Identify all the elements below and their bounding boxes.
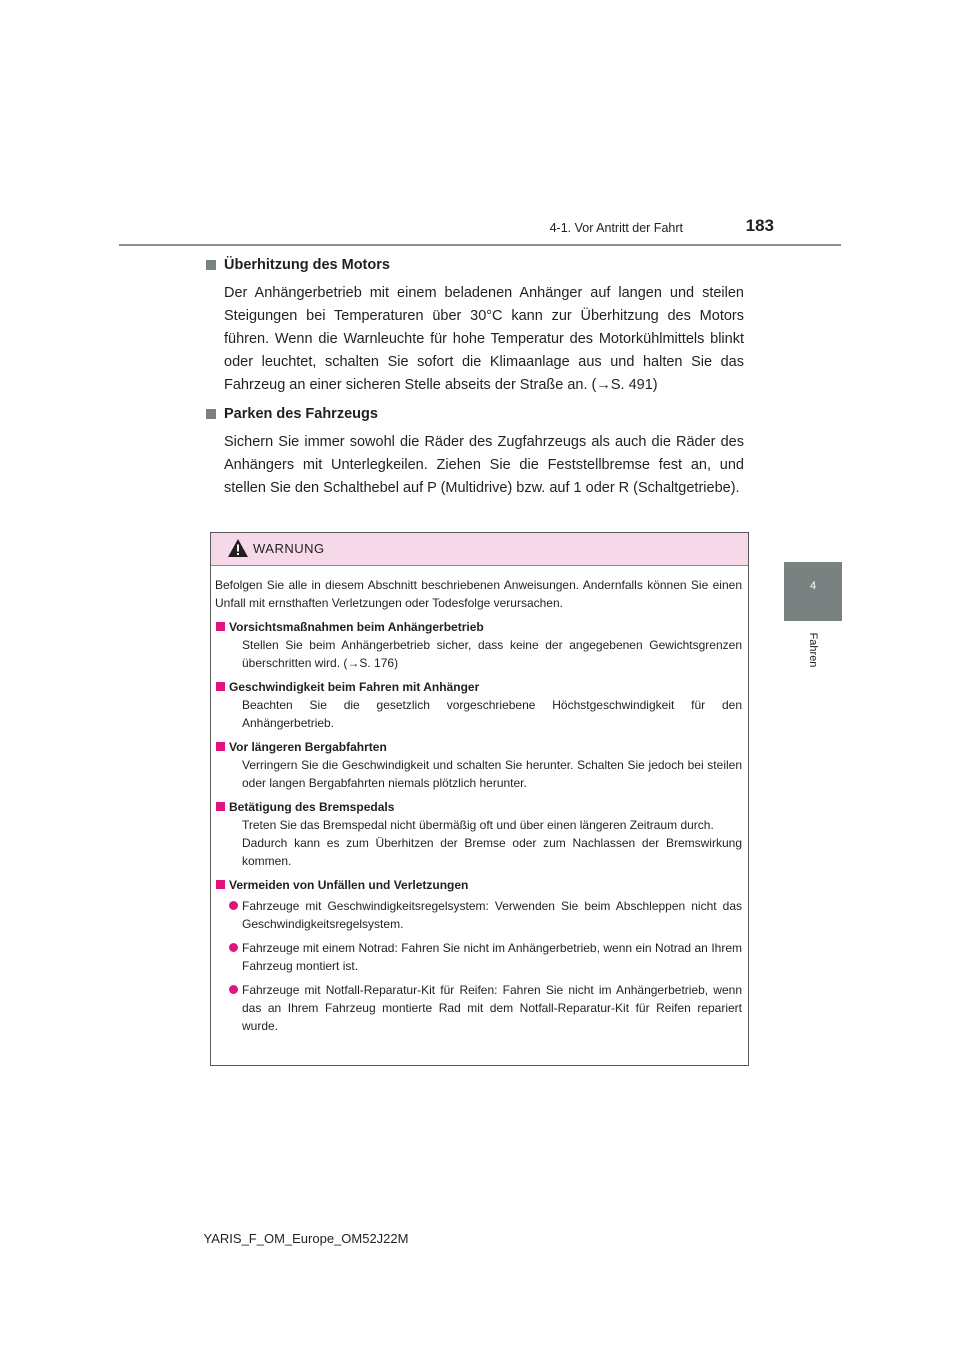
circle-bullet-icon (229, 985, 238, 994)
square-bullet-icon (206, 260, 216, 270)
warning-section (215, 678, 742, 732)
section-heading-text: Parken des Fahrzeugs (224, 406, 378, 422)
list-item-text: Fahrzeuge mit Notfall-Reparatur-Kit für Reifen: Fahren Sie nicht im Anhängerbetrieb, wenn das an Ihrem Fahrzeug montierte Rad mit dem Notfall-Reparatur-Kit für Reifen repariert wurde. (242, 983, 742, 1033)
document-id: YARIS_F_OM_Europe_OM52J22M (203, 1231, 409, 1246)
circle-bullet-icon (229, 943, 238, 952)
warning-section-heading (215, 738, 742, 756)
section-body: Sichern Sie immer sowohl die Räder des Zugfahrzeugs als auch die Räder des Anhängers mit Unterlegkeilen. Ziehen Sie die Feststellbremse fest an, und stellen Sie den Schalthebel auf P (Multidrive) bzw. auf 1 oder R (Schaltgetriebe). (224, 434, 744, 496)
chapter-number: 4 (809, 580, 817, 592)
warning-section-heading (215, 678, 742, 696)
page-number: 183 (745, 216, 774, 235)
warning-section (215, 738, 742, 792)
warning-section-heading-text: Vorsichtsmaßnahmen beim Anhängerbetrieb (229, 620, 484, 634)
warning-section-body: Verringern Sie die Geschwindigkeit und schalten Sie herunter. Schalten Sie jedoch bei steilen oder langen Bergabfahrten niemals plötzlich herunter. (242, 758, 742, 790)
warning-section-heading-text: Geschwindigkeit beim Fahren mit Anhänger (229, 680, 480, 694)
circle-bullet-icon (229, 901, 238, 910)
main-content (224, 254, 744, 506)
warning-content (211, 566, 748, 1035)
warning-section-body: Stellen Sie beim Anhängerbetrieb sicher, dass keine der angegebenen Gewichtsgrenzen überschritten wird. (→S. 176) (242, 638, 742, 670)
header-divider (119, 244, 841, 246)
square-bullet-icon (216, 880, 225, 889)
square-bullet-icon (206, 409, 216, 419)
warning-intro: Befolgen Sie alle in diesem Abschnitt beschriebenen Anweisungen. Andernfalls können Sie einen Unfall mit ernsthaften Verletzungen oder Todesfolge verursachen. (215, 578, 742, 610)
list-item (215, 939, 742, 975)
warning-header (211, 533, 748, 566)
square-bullet-icon (216, 682, 225, 691)
warning-triangle-icon (227, 538, 249, 558)
warning-section-body: Beachten Sie die gesetzlich vorgeschriebene Höchstgeschwindigkeit für den Anhängerbetrieb. (242, 698, 742, 730)
square-bullet-icon (216, 802, 225, 811)
warning-section-heading-text: Betätigung des Bremspedals (229, 800, 395, 814)
warning-title: WARNUNG (253, 541, 325, 556)
warning-section-body: Treten Sie das Bremspedal nicht übermäßig oft und über einen längeren Zeitraum durch. (242, 818, 714, 832)
chapter-label-text: Fahren (807, 632, 819, 668)
chapter-label (789, 628, 837, 672)
square-bullet-icon (216, 742, 225, 751)
section-body: Der Anhängerbetrieb mit einem beladenen Anhänger auf langen und steilen Steigungen bei Temperaturen über 30°C kann zur Überhitzung des Motors führen. Wenn die Warnleuchte für hohe Temperatur des Motorkühlmittels blinkt oder leuchtet, schalten Sie sofort die Klimaanlage aus und halten Sie das Fahrzeug an einer sicheren Stelle abseits der Straße an. (→S. 491) (224, 285, 744, 393)
warning-section-heading (215, 798, 742, 816)
warning-section-heading-text: Vor längeren Bergabfahrten (229, 740, 387, 754)
warning-box (210, 532, 749, 1066)
section-heading (206, 254, 744, 276)
warning-section (215, 798, 742, 870)
section-heading-text: Überhitzung des Motors (224, 257, 390, 273)
warning-section-heading-text: Vermeiden von Unfällen und Verletzungen (229, 878, 469, 892)
square-bullet-icon (216, 622, 225, 631)
chapter-tab[interactable] (784, 562, 842, 621)
list-item (215, 897, 742, 933)
section-engine-overheating (224, 254, 744, 397)
section-title: 4-1. Vor Antritt der Fahrt (549, 221, 683, 235)
list-item-text: Fahrzeuge mit einem Notrad: Fahren Sie nicht im Anhängerbetrieb, wenn ein Notrad an Ihrem Fahrzeug montiert ist. (242, 941, 742, 973)
warning-section (215, 876, 742, 1035)
section-heading (206, 403, 744, 425)
list-item (215, 981, 742, 1035)
warning-section-heading (215, 876, 742, 894)
warning-section-body: Dadurch kann es zum Überhitzen der Bremse oder zum Nachlassen der Bremswirkung kommen. (242, 836, 742, 868)
section-parking (224, 403, 744, 500)
warning-section (215, 618, 742, 672)
list-item-text: Fahrzeuge mit Geschwindigkeitsregelsystem: Verwenden Sie beim Abschleppen nicht das Geschwindigkeitsregelsystem. (242, 899, 742, 931)
warning-section-heading (215, 618, 742, 636)
